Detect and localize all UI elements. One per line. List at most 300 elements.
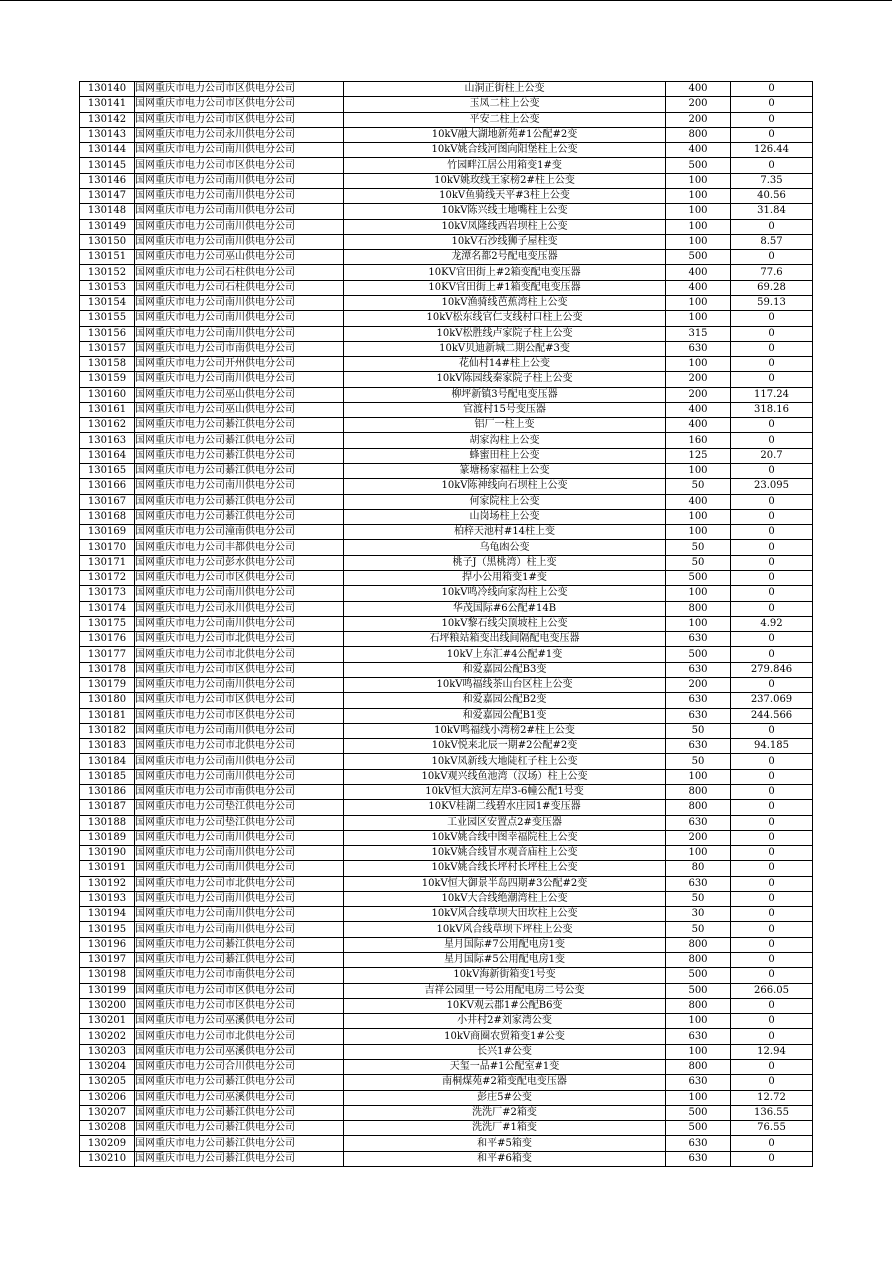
company-cell: 国网重庆市电力公司綦江供电分公司	[135, 418, 344, 433]
capacity-cell: 500	[666, 571, 731, 586]
row-id-cell: 130168	[80, 509, 135, 524]
capacity-cell: 630	[666, 815, 731, 830]
table-row	[80, 616, 813, 631]
company-cell: 国网重庆市电力公司南川供电分公司	[135, 326, 344, 341]
transformer-name-cell: 10kV悦来北辰一期#2公配#2变	[344, 739, 666, 754]
capacity-cell: 100	[666, 295, 731, 310]
row-id-cell: 130194	[80, 907, 135, 922]
transformer-name-cell: 龙潭名都2号配电变压器	[344, 250, 666, 265]
transformer-name-cell: 10KV官田街上#1箱变配电变压器	[344, 280, 666, 295]
row-id-cell: 130183	[80, 739, 135, 754]
row-id-cell: 130164	[80, 448, 135, 463]
transformer-name-cell: 10kV鸣冷线向家沟柱上公变	[344, 586, 666, 601]
transformer-name-cell: 10kV姚合线河图向阳堡柱上公变	[344, 143, 666, 158]
company-cell: 国网重庆市电力公司綦江供电分公司	[135, 464, 344, 479]
row-id-cell: 130191	[80, 861, 135, 876]
table-row	[80, 418, 813, 433]
row-id-cell: 130145	[80, 158, 135, 173]
transformer-name-cell: 花仙村14#柱上公变	[344, 357, 666, 372]
capacity-cell: 80	[666, 861, 731, 876]
value-cell: 0	[731, 861, 813, 876]
company-cell: 国网重庆市电力公司市区供电分公司	[135, 983, 344, 998]
transformer-name-cell: 星月国际#5公用配电房1变	[344, 953, 666, 968]
company-cell: 国网重庆市电力公司南川供电分公司	[135, 677, 344, 692]
table-row	[80, 891, 813, 906]
table-row	[80, 1151, 813, 1166]
transformer-name-cell: 10kV商圈农贸箱变1#公变	[344, 1029, 666, 1044]
company-cell: 国网重庆市电力公司南川供电分公司	[135, 922, 344, 937]
transformer-name-cell: 山岗场柱上公变	[344, 509, 666, 524]
table-row	[80, 97, 813, 112]
company-cell: 国网重庆市电力公司綦江供电分公司	[135, 1075, 344, 1090]
row-id-cell: 130207	[80, 1105, 135, 1120]
value-cell: 266.05	[731, 983, 813, 998]
capacity-cell: 630	[666, 1151, 731, 1166]
row-id-cell: 130189	[80, 830, 135, 845]
value-cell: 0	[731, 1060, 813, 1075]
value-cell: 0	[731, 754, 813, 769]
value-cell: 0	[731, 830, 813, 845]
transformer-name-cell: 10kV海新街箱变1号变	[344, 968, 666, 983]
table-row	[80, 968, 813, 983]
value-cell: 0	[731, 341, 813, 356]
company-cell: 国网重庆市电力公司市北供电分公司	[135, 876, 344, 891]
capacity-cell: 630	[666, 662, 731, 677]
company-cell: 国网重庆市电力公司石柱供电分公司	[135, 280, 344, 295]
capacity-cell: 800	[666, 800, 731, 815]
company-cell: 国网重庆市电力公司南川供电分公司	[135, 311, 344, 326]
capacity-cell: 800	[666, 127, 731, 142]
value-cell: 126.44	[731, 143, 813, 158]
table-row	[80, 876, 813, 891]
transformer-name-cell: 10kV姚合线中图幸福院柱上公变	[344, 830, 666, 845]
company-cell: 国网重庆市电力公司南川供电分公司	[135, 479, 344, 494]
table-row	[80, 739, 813, 754]
table-row	[80, 143, 813, 158]
company-cell: 国网重庆市电力公司綦江供电分公司	[135, 1105, 344, 1120]
transformer-name-cell: 10kV上东汇#4公配#1变	[344, 647, 666, 662]
row-id-cell: 130185	[80, 769, 135, 784]
value-cell: 117.24	[731, 387, 813, 402]
row-id-cell: 130200	[80, 998, 135, 1013]
value-cell: 279.846	[731, 662, 813, 677]
capacity-cell: 400	[666, 265, 731, 280]
transformer-name-cell: 10kV姚玫线王家榜2#柱上公变	[344, 173, 666, 188]
transformer-name-cell: 10kV陈神线向石坝柱上公变	[344, 479, 666, 494]
capacity-cell: 630	[666, 693, 731, 708]
company-cell: 国网重庆市电力公司綦江供电分公司	[135, 509, 344, 524]
capacity-cell: 500	[666, 968, 731, 983]
transformer-name-cell: 乌龟凼公变	[344, 540, 666, 555]
row-id-cell: 130204	[80, 1060, 135, 1075]
table-row	[80, 494, 813, 509]
company-cell: 国网重庆市电力公司市区供电分公司	[135, 708, 344, 723]
value-cell: 0	[731, 219, 813, 234]
value-cell: 0	[731, 800, 813, 815]
transformer-name-cell: 彭庄5#公变	[344, 1090, 666, 1105]
capacity-cell: 500	[666, 158, 731, 173]
row-id-cell: 130196	[80, 937, 135, 952]
value-cell: 0	[731, 907, 813, 922]
company-cell: 国网重庆市电力公司南川供电分公司	[135, 754, 344, 769]
row-id-cell: 130155	[80, 311, 135, 326]
company-cell: 国网重庆市电力公司南川供电分公司	[135, 769, 344, 784]
capacity-cell: 630	[666, 739, 731, 754]
row-id-cell: 130206	[80, 1090, 135, 1105]
capacity-cell: 50	[666, 754, 731, 769]
value-cell: 0	[731, 891, 813, 906]
value-cell: 12.72	[731, 1090, 813, 1105]
capacity-cell: 100	[666, 846, 731, 861]
capacity-cell: 500	[666, 1105, 731, 1120]
capacity-cell: 400	[666, 494, 731, 509]
company-cell: 国网重庆市电力公司垫江供电分公司	[135, 815, 344, 830]
capacity-cell: 400	[666, 143, 731, 158]
table-row	[80, 372, 813, 387]
transformer-name-cell: 柏梓天池村#14柱上变	[344, 525, 666, 540]
row-id-cell: 130166	[80, 479, 135, 494]
transformer-name-cell: 10kV石沙线狮子屋柱变	[344, 234, 666, 249]
company-cell: 国网重庆市电力公司巫山供电分公司	[135, 402, 344, 417]
table-row	[80, 1060, 813, 1075]
capacity-cell: 100	[666, 234, 731, 249]
transformer-name-cell: 10kV鱼骑线天平#3柱上公变	[344, 188, 666, 203]
value-cell: 0	[731, 1014, 813, 1029]
company-cell: 国网重庆市电力公司市区供电分公司	[135, 662, 344, 677]
transformer-name-cell: 10kV风合线草坝下坪柱上公变	[344, 922, 666, 937]
row-id-cell: 130199	[80, 983, 135, 998]
capacity-cell: 50	[666, 479, 731, 494]
table-row	[80, 265, 813, 280]
transformer-name-cell: 10kV融大湖地新苑#1公配#2变	[344, 127, 666, 142]
value-cell: 0	[731, 937, 813, 952]
row-id-cell: 130152	[80, 265, 135, 280]
row-id-cell: 130165	[80, 464, 135, 479]
row-id-cell: 130172	[80, 571, 135, 586]
company-cell: 国网重庆市电力公司南川供电分公司	[135, 846, 344, 861]
row-id-cell: 130159	[80, 372, 135, 387]
company-cell: 国网重庆市电力公司巫山供电分公司	[135, 387, 344, 402]
table-row	[80, 555, 813, 570]
transformer-name-cell: 10KV官田街上#2箱变配电变压器	[344, 265, 666, 280]
table-row	[80, 586, 813, 601]
capacity-cell: 100	[666, 586, 731, 601]
value-cell: 20.7	[731, 448, 813, 463]
value-cell: 69.28	[731, 280, 813, 295]
company-cell: 国网重庆市电力公司南川供电分公司	[135, 188, 344, 203]
capacity-cell: 630	[666, 1075, 731, 1090]
transformer-name-cell: 南桐煤苑#2箱变配电变压器	[344, 1075, 666, 1090]
company-cell: 国网重庆市电力公司市南供电分公司	[135, 341, 344, 356]
row-id-cell: 130209	[80, 1136, 135, 1151]
capacity-cell: 50	[666, 540, 731, 555]
company-cell: 国网重庆市电力公司市区供电分公司	[135, 998, 344, 1013]
transformer-name-cell: 小井村2#刘家湾公变	[344, 1014, 666, 1029]
company-cell: 国网重庆市电力公司潼南供电分公司	[135, 525, 344, 540]
transformer-name-cell: 华茂国际#6公配#14B	[344, 601, 666, 616]
row-id-cell: 130156	[80, 326, 135, 341]
value-cell: 0	[731, 571, 813, 586]
table-row	[80, 998, 813, 1013]
capacity-cell: 630	[666, 1029, 731, 1044]
row-id-cell: 130146	[80, 173, 135, 188]
table-row	[80, 357, 813, 372]
table-row	[80, 784, 813, 799]
row-id-cell: 130148	[80, 204, 135, 219]
value-cell: 318.16	[731, 402, 813, 417]
transformer-name-cell: 石坪粮站箱变出线间隔配电变压器	[344, 632, 666, 647]
value-cell: 23.095	[731, 479, 813, 494]
table-row	[80, 509, 813, 524]
row-id-cell: 130193	[80, 891, 135, 906]
capacity-cell: 100	[666, 464, 731, 479]
value-cell: 0	[731, 555, 813, 570]
capacity-cell: 400	[666, 418, 731, 433]
capacity-cell: 100	[666, 769, 731, 784]
capacity-cell: 400	[666, 280, 731, 295]
capacity-cell: 315	[666, 326, 731, 341]
value-cell: 0	[731, 968, 813, 983]
capacity-cell: 800	[666, 1060, 731, 1075]
capacity-cell: 630	[666, 1136, 731, 1151]
value-cell: 0	[731, 82, 813, 97]
capacity-cell: 160	[666, 433, 731, 448]
table-row	[80, 326, 813, 341]
company-cell: 国网重庆市电力公司市北供电分公司	[135, 739, 344, 754]
table-row	[80, 341, 813, 356]
transformer-name-cell: 和爱嘉园公配B1变	[344, 708, 666, 723]
row-id-cell: 130147	[80, 188, 135, 203]
company-cell: 国网重庆市电力公司綦江供电分公司	[135, 937, 344, 952]
value-cell: 0	[731, 846, 813, 861]
row-id-cell: 130144	[80, 143, 135, 158]
value-cell: 4.92	[731, 616, 813, 631]
table-row	[80, 219, 813, 234]
capacity-cell: 100	[666, 1044, 731, 1059]
company-cell: 国网重庆市电力公司市南供电分公司	[135, 968, 344, 983]
value-cell: 0	[731, 372, 813, 387]
company-cell: 国网重庆市电力公司南川供电分公司	[135, 219, 344, 234]
value-cell: 0	[731, 647, 813, 662]
table-row	[80, 953, 813, 968]
row-id-cell: 130187	[80, 800, 135, 815]
row-id-cell: 130181	[80, 708, 135, 723]
row-id-cell: 130153	[80, 280, 135, 295]
transformer-name-cell: 胡家沟柱上公变	[344, 433, 666, 448]
company-cell: 国网重庆市电力公司南川供电分公司	[135, 295, 344, 310]
value-cell: 7.35	[731, 173, 813, 188]
value-cell: 0	[731, 97, 813, 112]
transformer-name-cell: 平安二柱上公变	[344, 112, 666, 127]
table-row	[80, 250, 813, 265]
value-cell: 0	[731, 418, 813, 433]
capacity-cell: 630	[666, 876, 731, 891]
value-cell: 12.94	[731, 1044, 813, 1059]
transformer-name-cell: 10kV风合线草坝大田坎柱上公变	[344, 907, 666, 922]
row-id-cell: 130157	[80, 341, 135, 356]
row-id-cell: 130158	[80, 357, 135, 372]
row-id-cell: 130198	[80, 968, 135, 983]
transformer-name-cell: 和平#6箱变	[344, 1151, 666, 1166]
capacity-cell: 630	[666, 632, 731, 647]
capacity-cell: 100	[666, 525, 731, 540]
transformer-name-cell: 10kV鸣福线小湾榜2#柱上公变	[344, 723, 666, 738]
transformer-name-cell: 10kV渔骑线芭蕉湾柱上公变	[344, 295, 666, 310]
table-row	[80, 1075, 813, 1090]
value-cell: 0	[731, 677, 813, 692]
value-cell: 31.84	[731, 204, 813, 219]
value-cell: 0	[731, 769, 813, 784]
row-id-cell: 130202	[80, 1029, 135, 1044]
company-cell: 国网重庆市电力公司巫溪供电分公司	[135, 1014, 344, 1029]
value-cell: 0	[731, 158, 813, 173]
company-cell: 国网重庆市电力公司市区供电分公司	[135, 571, 344, 586]
row-id-cell: 130143	[80, 127, 135, 142]
row-id-cell: 130163	[80, 433, 135, 448]
transformer-name-cell: 工业园区安置点2#变压器	[344, 815, 666, 830]
capacity-cell: 630	[666, 341, 731, 356]
capacity-cell: 200	[666, 372, 731, 387]
table-row	[80, 448, 813, 463]
value-cell: 0	[731, 311, 813, 326]
company-cell: 国网重庆市电力公司市区供电分公司	[135, 97, 344, 112]
transformer-name-cell: 10kV黎石线尖顶坡柱上公变	[344, 616, 666, 631]
value-cell: 0	[731, 723, 813, 738]
table-row	[80, 677, 813, 692]
transformer-name-cell: 10kV大合线绝潮湾柱上公变	[344, 891, 666, 906]
transformer-name-cell: 蜂蜜田柱上公变	[344, 448, 666, 463]
table-row	[80, 922, 813, 937]
company-cell: 国网重庆市电力公司南川供电分公司	[135, 204, 344, 219]
value-cell: 0	[731, 127, 813, 142]
row-id-cell: 130192	[80, 876, 135, 891]
capacity-cell: 400	[666, 402, 731, 417]
table-row	[80, 387, 813, 402]
capacity-cell: 200	[666, 97, 731, 112]
value-cell: 0	[731, 922, 813, 937]
company-cell: 国网重庆市电力公司南川供电分公司	[135, 234, 344, 249]
company-cell: 国网重庆市电力公司彭水供电分公司	[135, 555, 344, 570]
row-id-cell: 130161	[80, 402, 135, 417]
value-cell: 0	[731, 1075, 813, 1090]
value-cell: 0	[731, 433, 813, 448]
company-cell: 国网重庆市电力公司永川供电分公司	[135, 601, 344, 616]
row-id-cell: 130205	[80, 1075, 135, 1090]
capacity-cell: 100	[666, 509, 731, 524]
capacity-cell: 30	[666, 907, 731, 922]
table-row	[80, 1121, 813, 1136]
company-cell: 国网重庆市电力公司市区供电分公司	[135, 158, 344, 173]
row-id-cell: 130190	[80, 846, 135, 861]
transformer-name-cell: 捍小公用箱变1#变	[344, 571, 666, 586]
value-cell: 0	[731, 601, 813, 616]
table-row	[80, 311, 813, 326]
value-cell: 40.56	[731, 188, 813, 203]
company-cell: 国网重庆市电力公司市区供电分公司	[135, 82, 344, 97]
value-cell: 0	[731, 1029, 813, 1044]
transformer-name-cell: 星月国际#7公用配电房1变	[344, 937, 666, 952]
data-table	[79, 81, 813, 1167]
table-row	[80, 433, 813, 448]
company-cell: 国网重庆市电力公司南川供电分公司	[135, 861, 344, 876]
table-row	[80, 234, 813, 249]
row-id-cell: 130186	[80, 784, 135, 799]
company-cell: 国网重庆市电力公司垫江供电分公司	[135, 800, 344, 815]
table-row	[80, 1136, 813, 1151]
transformer-name-cell: 10kV恒大御景半岛四期#3公配#2变	[344, 876, 666, 891]
capacity-cell: 200	[666, 112, 731, 127]
value-cell: 237.069	[731, 693, 813, 708]
company-cell: 国网重庆市电力公司石柱供电分公司	[135, 265, 344, 280]
table-row	[80, 295, 813, 310]
table-row	[80, 158, 813, 173]
transformer-name-cell: 10KV观云郡1#公配B6变	[344, 998, 666, 1013]
table-row	[80, 907, 813, 922]
table-row	[80, 1090, 813, 1105]
table-row	[80, 815, 813, 830]
company-cell: 国网重庆市电力公司巫山供电分公司	[135, 250, 344, 265]
capacity-cell: 800	[666, 601, 731, 616]
capacity-cell: 500	[666, 983, 731, 998]
row-id-cell: 130142	[80, 112, 135, 127]
capacity-cell: 500	[666, 250, 731, 265]
capacity-cell: 200	[666, 387, 731, 402]
table-row	[80, 601, 813, 616]
company-cell: 国网重庆市电力公司市区供电分公司	[135, 112, 344, 127]
transformer-name-cell: 山洞正街柱上公变	[344, 82, 666, 97]
value-cell: 0	[731, 784, 813, 799]
company-cell: 国网重庆市电力公司巫溪供电分公司	[135, 1044, 344, 1059]
company-cell: 国网重庆市电力公司綦江供电分公司	[135, 1136, 344, 1151]
value-cell: 0	[731, 112, 813, 127]
capacity-cell: 100	[666, 188, 731, 203]
value-cell: 0	[731, 632, 813, 647]
capacity-cell: 125	[666, 448, 731, 463]
table-row	[80, 846, 813, 861]
transformer-name-cell: 10KV桂湖二线碧水庄园1#变压器	[344, 800, 666, 815]
value-cell: 0	[731, 464, 813, 479]
row-id-cell: 130180	[80, 693, 135, 708]
value-cell: 0	[731, 326, 813, 341]
transformer-name-cell: 10kV鸣福线茶山台区柱上公变	[344, 677, 666, 692]
company-cell: 国网重庆市电力公司南川供电分公司	[135, 143, 344, 158]
row-id-cell: 130208	[80, 1121, 135, 1136]
value-cell: 0	[731, 509, 813, 524]
capacity-cell: 200	[666, 677, 731, 692]
row-id-cell: 130201	[80, 1014, 135, 1029]
table-row	[80, 112, 813, 127]
row-id-cell: 130177	[80, 647, 135, 662]
row-id-cell: 130175	[80, 616, 135, 631]
transformer-name-cell: 10kV凤新线大地陡杠子柱上公变	[344, 754, 666, 769]
table-row	[80, 188, 813, 203]
transformer-name-cell: 10kV陈兴线土地嘴柱上公变	[344, 204, 666, 219]
capacity-cell: 200	[666, 830, 731, 845]
value-cell: 0	[731, 586, 813, 601]
page-top-rule	[0, 0, 892, 1]
capacity-cell: 800	[666, 937, 731, 952]
table-row	[80, 662, 813, 677]
transformer-name-cell: 10kV恒大滨河左岸3-6幢公配1号变	[344, 784, 666, 799]
value-cell: 0	[731, 1151, 813, 1166]
table-row	[80, 464, 813, 479]
transformer-name-cell: 竹园畔江居公用箱变1#变	[344, 158, 666, 173]
table-row	[80, 1044, 813, 1059]
table-row	[80, 693, 813, 708]
value-cell: 0	[731, 357, 813, 372]
value-cell: 0	[731, 815, 813, 830]
capacity-cell: 100	[666, 219, 731, 234]
